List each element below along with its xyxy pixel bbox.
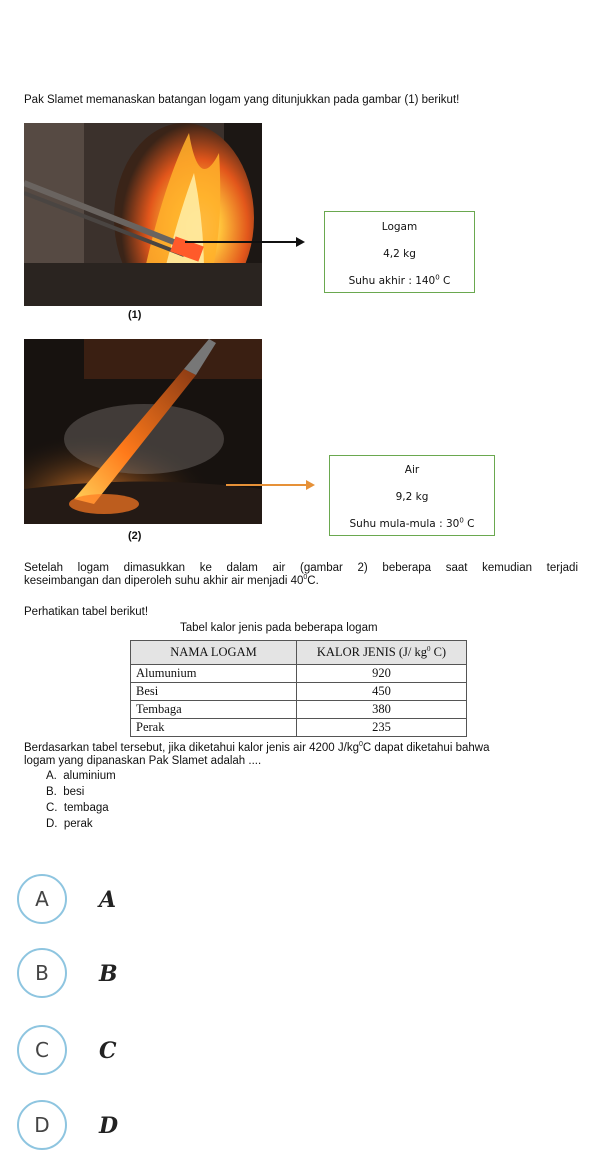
answer-option-d[interactable] (17, 1100, 317, 1154)
answer-option-a[interactable] (17, 874, 317, 928)
specific-heat-value: 380 (297, 701, 467, 719)
metal-name: Alumunium (131, 665, 297, 683)
metal-mass: 4,2 kg (383, 248, 416, 260)
table-caption: Tabel kalor jenis pada beberapa logam (180, 622, 378, 634)
metal-name: Tembaga (131, 701, 297, 719)
option-c-label[interactable]: C (99, 1038, 117, 1064)
specific-heat-value: 450 (297, 683, 467, 701)
header-metal-name: NAMA LOGAM (131, 641, 297, 665)
question-intro: Pak Slamet memanaskan batangan logam yang ditunjukkan pada gambar (1) berikut! (24, 94, 460, 106)
figure-1-caption: (1) (128, 309, 142, 321)
header-specific-heat: KALOR JENIS (J/ $kg^0$ C) (297, 641, 467, 665)
paragraph-1-line-2: keseimbangan dan diperoleh suhu akhir air menjadi $40^0C$. (24, 574, 319, 587)
water-title: Air (404, 464, 420, 476)
choice-c-text: C. tembaga (46, 802, 109, 814)
option-a-label[interactable]: A (99, 887, 117, 913)
quenching-illustration (24, 339, 262, 524)
table-row (131, 665, 467, 683)
metal-title: Logam (381, 221, 418, 233)
paragraph-2-line-1: Berdasarkan tabel tersebut, jika diketahui kalor jenis air 4200 $J/kg^0C$ dapat diketahui bahwa (24, 741, 490, 754)
water-mass: 9,2 kg (395, 491, 429, 503)
metal-name: Perak (131, 719, 297, 737)
forge-fire-illustration (24, 123, 262, 306)
arrow-2-head (306, 480, 315, 490)
metal-name: Besi (131, 683, 297, 701)
metal-final-temp: Suhu akhir : $140^0$ C (348, 273, 451, 287)
answer-option-c[interactable] (17, 1025, 317, 1079)
choice-b-text: B. besi (46, 786, 85, 798)
option-a-circle[interactable]: A (17, 874, 67, 924)
quenching-image (24, 339, 262, 524)
arrow-2-line (226, 484, 308, 486)
metal-info-box (324, 211, 475, 293)
arrow-1-line (185, 241, 297, 243)
table-row (131, 701, 467, 719)
specific-heat-value: 920 (297, 665, 467, 683)
specific-heat-table (130, 640, 467, 737)
choice-a-text: A. aluminium (46, 770, 116, 782)
forge-fire-image (24, 123, 262, 306)
option-c-circle[interactable]: C (17, 1025, 67, 1075)
arrow-1-head (296, 237, 305, 247)
option-b-circle[interactable]: B (17, 948, 67, 998)
paragraph-2-line-2: logam yang dipanaskan Pak Slamet adalah .... (24, 755, 262, 767)
water-initial-temp: Suhu mula-mula : $30^0$ C (349, 516, 475, 530)
figure-2-caption: (2) (128, 530, 142, 542)
answer-option-b[interactable] (17, 948, 317, 1002)
option-d-label[interactable]: D (99, 1113, 119, 1139)
table-header-row (131, 641, 467, 665)
specific-heat-value: 235 (297, 719, 467, 737)
choice-d-text: D. perak (46, 818, 93, 830)
option-d-circle[interactable]: D (17, 1100, 67, 1150)
table-intro: Perhatikan tabel berikut! (24, 606, 149, 618)
option-b-label[interactable]: B (99, 961, 118, 987)
water-info-box (329, 455, 495, 536)
table-row (131, 683, 467, 701)
table-row (131, 719, 467, 737)
paragraph-1-line-1: Setelah logam dimasukkan ke dalam air (gambar 2) beberapa saat kemudian terjadi (24, 562, 578, 574)
